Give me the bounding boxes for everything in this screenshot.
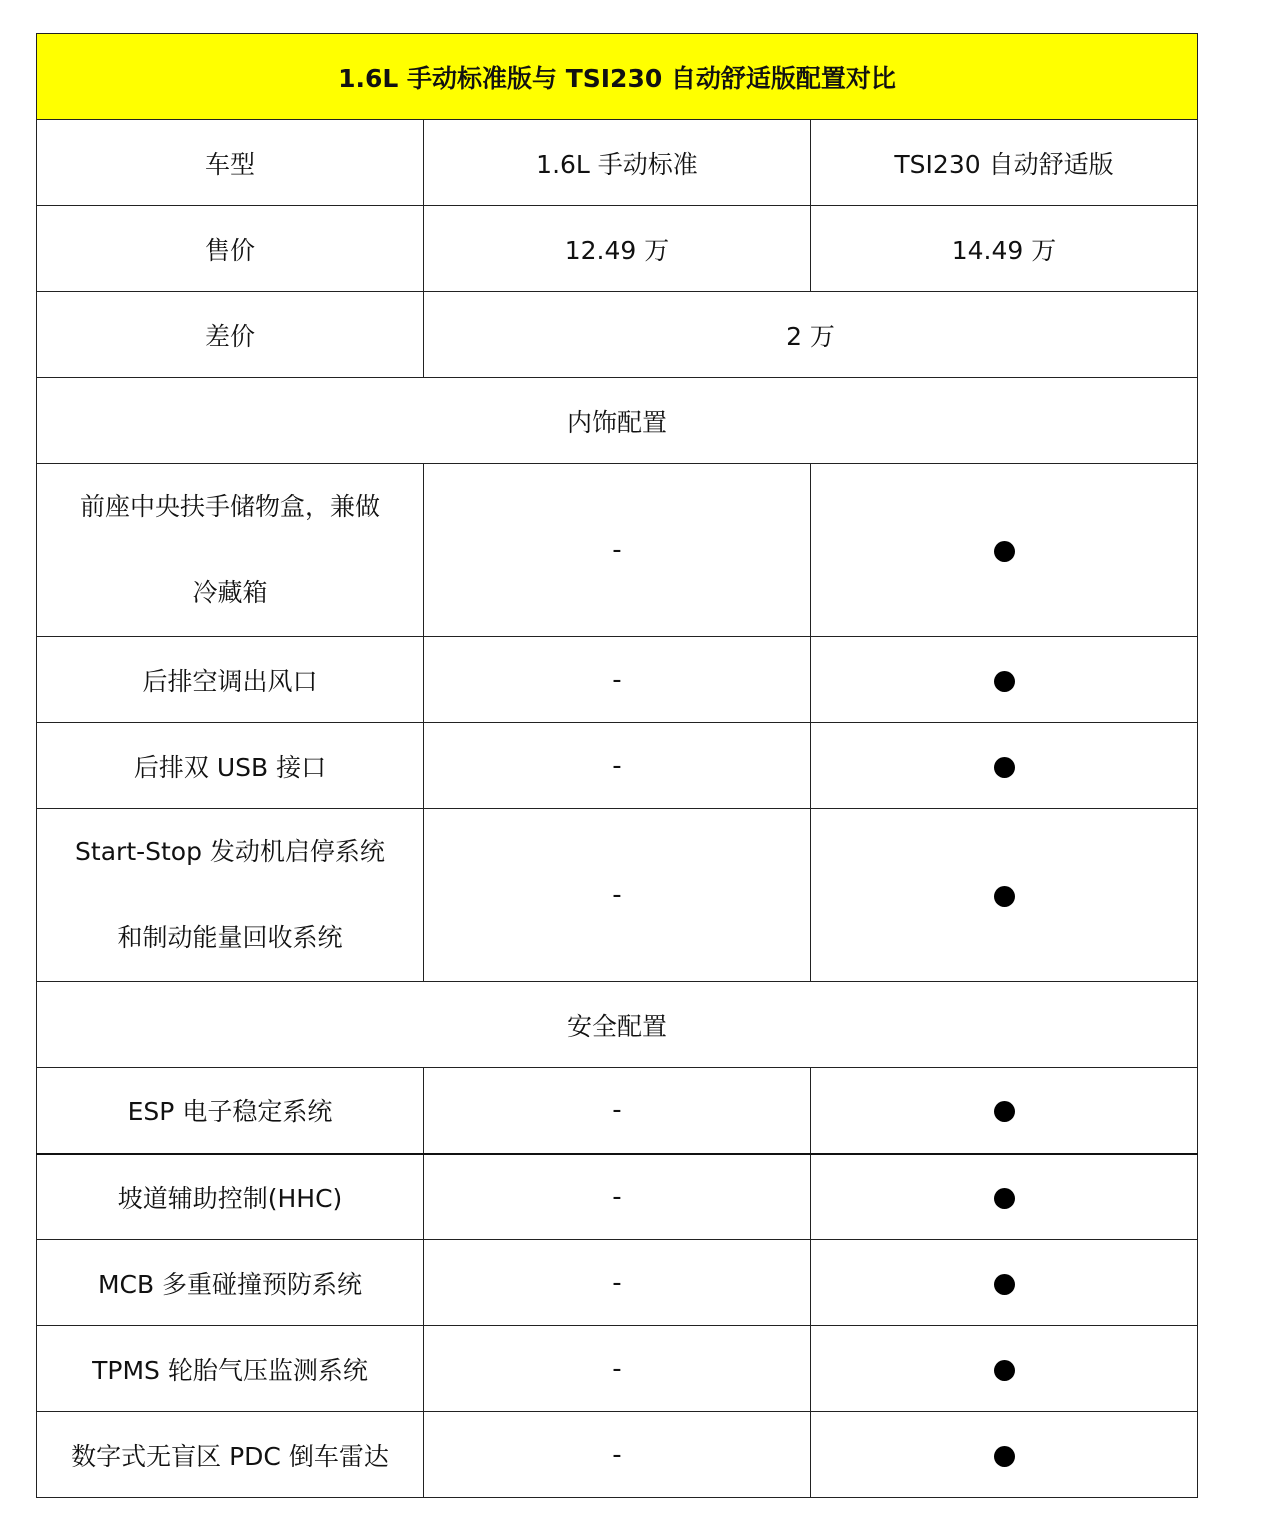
absent-mark xyxy=(424,1154,811,1240)
present-mark xyxy=(811,809,1198,982)
feature-label-line: Start-Stop 发动机启停系统 xyxy=(75,837,385,866)
header-variant-1: 1.6L 手动标准 xyxy=(424,120,811,206)
section-title-safety: 安全配置 xyxy=(37,982,1198,1068)
absent-mark xyxy=(424,723,811,809)
present-mark xyxy=(811,1154,1198,1240)
present-mark xyxy=(811,723,1198,809)
price-row xyxy=(37,206,1198,292)
filled-circle-icon xyxy=(994,886,1015,907)
present-mark xyxy=(811,637,1198,723)
feature-label-line: 前座中央扶手储物盒，兼做 xyxy=(79,492,380,521)
diff-label: 差价 xyxy=(37,292,424,378)
feature-label-line: 冷藏箱 xyxy=(192,578,268,607)
present-mark xyxy=(811,1240,1198,1326)
table-row xyxy=(37,1326,1198,1412)
table-row xyxy=(37,1412,1198,1498)
dash-mark: - xyxy=(612,1267,622,1298)
header-row xyxy=(37,120,1198,206)
section-row-interior xyxy=(37,378,1198,464)
dash-mark: - xyxy=(612,535,622,565)
feature-label-esp: ESP 电子稳定系统 xyxy=(37,1068,424,1154)
dash-mark: - xyxy=(612,880,622,910)
filled-circle-icon xyxy=(994,1446,1015,1467)
filled-circle-icon xyxy=(994,1101,1015,1122)
dash-mark: - xyxy=(612,1095,622,1126)
present-mark xyxy=(811,464,1198,637)
diff-row xyxy=(37,292,1198,378)
comparison-table xyxy=(36,33,1198,1498)
dash-mark: - xyxy=(612,1353,622,1384)
table-row xyxy=(37,723,1198,809)
price-variant-2: 14.49 万 xyxy=(811,206,1198,292)
filled-circle-icon xyxy=(994,1188,1015,1209)
absent-mark xyxy=(424,464,811,637)
absent-mark xyxy=(424,809,811,982)
filled-circle-icon xyxy=(994,1274,1015,1295)
filled-circle-icon xyxy=(994,1360,1015,1381)
section-title-interior: 内饰配置 xyxy=(37,378,1198,464)
feature-label-rear-usb: 后排双 USB 接口 xyxy=(37,723,424,809)
dash-mark: - xyxy=(612,664,622,695)
filled-circle-icon xyxy=(994,671,1015,692)
absent-mark xyxy=(424,637,811,723)
feature-label-start-stop xyxy=(37,809,424,982)
feature-label-line: 和制动能量回收系统 xyxy=(117,923,343,952)
table-row xyxy=(37,1068,1198,1154)
table-row xyxy=(37,1154,1198,1240)
diff-value: 2 万 xyxy=(424,292,1198,378)
header-model-label: 车型 xyxy=(37,120,424,206)
table-row xyxy=(37,809,1198,982)
table-title: 1.6L 手动标准版与 TSI230 自动舒适版配置对比 xyxy=(37,34,1198,120)
title-row xyxy=(37,34,1198,120)
present-mark xyxy=(811,1068,1198,1154)
price-variant-1: 12.49 万 xyxy=(424,206,811,292)
header-variant-2: TSI230 自动舒适版 xyxy=(811,120,1198,206)
absent-mark xyxy=(424,1326,811,1412)
feature-label-pdc: 数字式无盲区 PDC 倒车雷达 xyxy=(37,1412,424,1498)
dash-mark: - xyxy=(612,750,622,781)
section-row-safety xyxy=(37,982,1198,1068)
absent-mark xyxy=(424,1240,811,1326)
feature-label-rear-vent: 后排空调出风口 xyxy=(37,637,424,723)
feature-label-hhc: 坡道辅助控制(HHC) xyxy=(37,1154,424,1240)
feature-label-mcb: MCB 多重碰撞预防系统 xyxy=(37,1240,424,1326)
filled-circle-icon xyxy=(994,541,1015,562)
feature-label-armrest xyxy=(37,464,424,637)
table-row xyxy=(37,637,1198,723)
present-mark xyxy=(811,1412,1198,1498)
absent-mark xyxy=(424,1412,811,1498)
present-mark xyxy=(811,1326,1198,1412)
price-label: 售价 xyxy=(37,206,424,292)
table-row xyxy=(37,1240,1198,1326)
dash-mark: - xyxy=(612,1181,622,1212)
filled-circle-icon xyxy=(994,757,1015,778)
absent-mark xyxy=(424,1068,811,1154)
dash-mark: - xyxy=(612,1439,622,1470)
feature-label-tpms: TPMS 轮胎气压监测系统 xyxy=(37,1326,424,1412)
table-row xyxy=(37,464,1198,637)
